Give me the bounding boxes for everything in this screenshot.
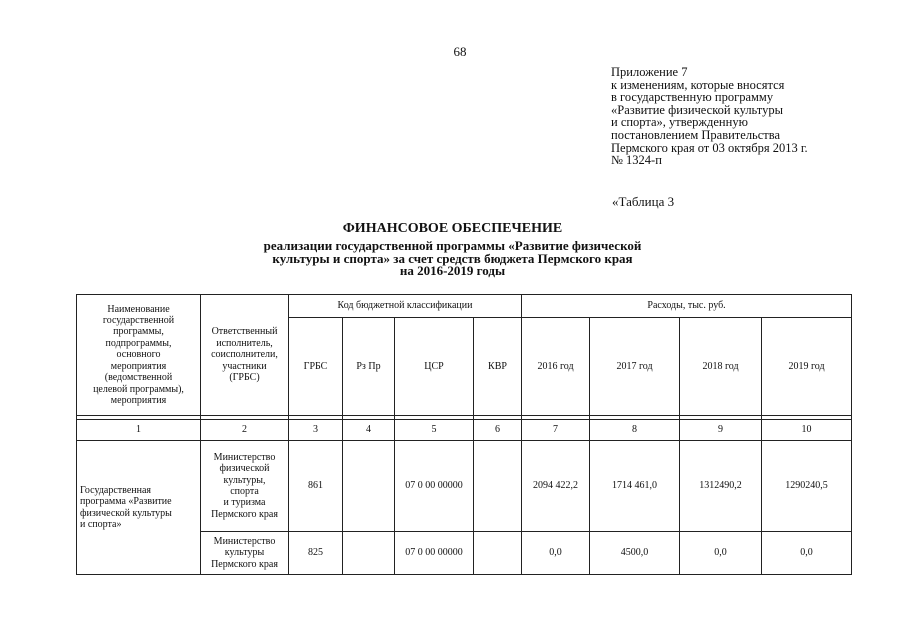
row-rzpr bbox=[343, 532, 395, 575]
header-executor: Ответственный исполнитель, соисполнители, участники (ГРБС) bbox=[201, 295, 289, 416]
financing-table bbox=[76, 294, 852, 575]
column-number: 6 bbox=[474, 420, 522, 441]
document-title: ФИНАНСОВОЕ ОБЕСПЕЧЕНИЕ bbox=[342, 221, 563, 236]
row-executor: Министерство физической культуры, спорта и туризма Пермского края bbox=[201, 441, 289, 532]
row-executor: Министерство культуры Пермского края bbox=[201, 532, 289, 575]
header-rzpr: Рз Пр bbox=[343, 318, 395, 416]
header-csr: ЦСР bbox=[395, 318, 474, 416]
row-2016: 2094 422,2 bbox=[522, 441, 590, 532]
header-2019: 2019 год bbox=[762, 318, 852, 416]
subtitle-line: на 2016-2019 годы bbox=[399, 263, 506, 278]
header-row bbox=[77, 295, 852, 318]
appendix-line: «Развитие физической культуры bbox=[611, 102, 783, 117]
appendix-line: постановлением Правительства bbox=[611, 127, 781, 142]
column-number: 10 bbox=[762, 420, 852, 441]
header-name: Наименование государственной программы, подпрограммы, основного мероприятия (ведомственной целевой программы), мероприятия bbox=[77, 295, 201, 416]
document-subtitle bbox=[0, 240, 905, 278]
table-row bbox=[77, 441, 852, 532]
row-2017: 1714 461,0 bbox=[590, 441, 680, 532]
page-number: 68 bbox=[453, 44, 467, 59]
program-name: Государственная программа «Развитие физической культуры и спорта» bbox=[77, 441, 201, 575]
header-grbs: ГРБС bbox=[289, 318, 343, 416]
header-2018: 2018 год bbox=[680, 318, 762, 416]
subtitle-line: реализации государственной программы «Развитие физической bbox=[263, 238, 642, 253]
column-number: 8 bbox=[590, 420, 680, 441]
appendix-line: Приложение 7 bbox=[611, 65, 688, 79]
column-number-row bbox=[77, 420, 852, 441]
row-kvr bbox=[474, 441, 522, 532]
appendix-line: № 1324-п bbox=[611, 153, 662, 168]
column-number: 2 bbox=[201, 420, 289, 441]
appendix-note bbox=[611, 66, 881, 167]
column-number: 1 bbox=[77, 420, 201, 441]
column-number: 7 bbox=[522, 420, 590, 441]
header-kvr: КВР bbox=[474, 318, 522, 416]
column-number: 5 bbox=[395, 420, 474, 441]
appendix-line: Пермского края от 03 октября 2013 г. bbox=[611, 140, 808, 155]
header-2016: 2016 год bbox=[522, 318, 590, 416]
column-number: 4 bbox=[343, 420, 395, 441]
row-csr: 07 0 00 00000 bbox=[395, 532, 474, 575]
appendix-line: к изменениям, которые вносятся bbox=[611, 77, 785, 92]
row-2018: 0,0 bbox=[680, 532, 762, 575]
column-number: 9 bbox=[680, 420, 762, 441]
row-2019: 0,0 bbox=[762, 532, 852, 575]
row-2019: 1290240,5 bbox=[762, 441, 852, 532]
header-2017: 2017 год bbox=[590, 318, 680, 416]
appendix-line: в государственную программу bbox=[611, 90, 774, 105]
header-code-group: Код бюджетной классификации bbox=[289, 295, 522, 318]
row-grbs: 861 bbox=[289, 441, 343, 532]
row-2018: 1312490,2 bbox=[680, 441, 762, 532]
header-expenses-group: Расходы, тыс. руб. bbox=[522, 295, 852, 318]
column-number: 3 bbox=[289, 420, 343, 441]
row-2017: 4500,0 bbox=[590, 532, 680, 575]
row-grbs: 825 bbox=[289, 532, 343, 575]
row-2016: 0,0 bbox=[522, 532, 590, 575]
row-rzpr bbox=[343, 441, 395, 532]
row-csr: 07 0 00 00000 bbox=[395, 441, 474, 532]
appendix-line: и спорта», утвержденную bbox=[611, 115, 748, 130]
row-kvr bbox=[474, 532, 522, 575]
table-reference: «Таблица 3 bbox=[612, 194, 675, 209]
subtitle-line: культуры и спорта» за счет средств бюджета Пермского края bbox=[272, 250, 633, 266]
